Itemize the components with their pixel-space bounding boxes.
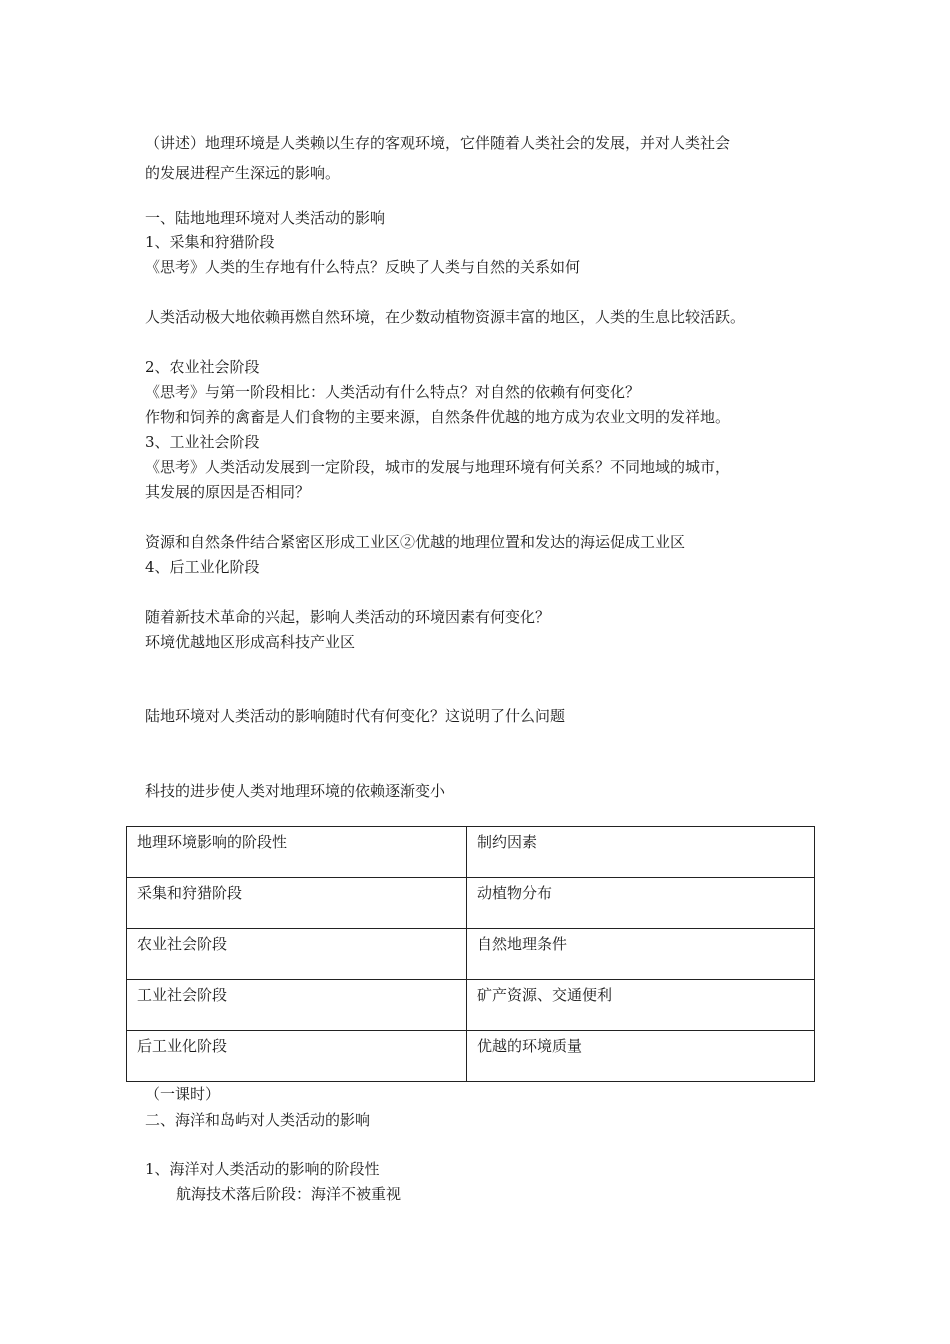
stage3-question-line1: 《思考》人类活动发展到一定阶段，城市的发展与地理环境有何关系？不同地域的城市， xyxy=(145,458,731,476)
section2-sub1-title: 1、海洋对人类活动的影响的阶段性 xyxy=(145,1160,380,1178)
table-cell-stage: 后工业化阶段 xyxy=(127,1031,467,1082)
stage4-question: 随着新技术革命的兴起，影响人类活动的环境因素有何变化？ xyxy=(145,608,551,626)
table-cell-stage: 采集和狩猎阶段 xyxy=(127,878,467,929)
section1-title: 一、陆地地理环境对人类活动的影响 xyxy=(145,209,386,227)
stage1-answer: 人类活动极大地依赖再燃自然环境，在少数动植物资源丰富的地区，人类的生息比较活跃。 xyxy=(145,308,746,326)
intro-line-2: 的发展进程产生深远的影响。 xyxy=(145,164,341,182)
intro-line-1: （讲述）地理环境是人类赖以生存的客观环境，它伴随着人类社会的发展，并对人类社会 xyxy=(145,134,731,152)
table-header-cell: 制约因素 xyxy=(467,827,815,878)
table-cell-factor: 自然地理条件 xyxy=(467,929,815,980)
table-row xyxy=(127,1031,815,1082)
section2-sub1-item1: 航海技术落后阶段：海洋不被重视 xyxy=(176,1185,402,1203)
table-row xyxy=(127,980,815,1031)
stage4-title: 4、后工业化阶段 xyxy=(145,558,260,576)
table-cell-factor: 动植物分布 xyxy=(467,878,815,929)
table-row xyxy=(127,929,815,980)
table-header-cell: 地理环境影响的阶段性 xyxy=(127,827,467,878)
intro-paragraph xyxy=(145,128,825,188)
stage1-title: 1、采集和狩猎阶段 xyxy=(145,233,275,251)
table-cell-stage: 农业社会阶段 xyxy=(127,929,467,980)
table-header-row xyxy=(127,827,815,878)
stage3-title: 3、工业社会阶段 xyxy=(145,433,260,451)
stage2-answer: 作物和饲养的禽畜是人们食物的主要来源，自然条件优越的地方成为农业文明的发祥地。 xyxy=(145,408,731,426)
summary-question: 陆地环境对人类活动的影响随时代有何变化？这说明了什么问题 xyxy=(145,707,566,725)
summary-answer: 科技的进步使人类对地理环境的依赖逐渐变小 xyxy=(145,782,446,800)
table-cell-factor: 矿产资源、交通便利 xyxy=(467,980,815,1031)
table-row xyxy=(127,878,815,929)
stage1-question: 《思考》人类的生存地有什么特点？反映了人类与自然的关系如何 xyxy=(145,258,581,276)
stage2-title: 2、农业社会阶段 xyxy=(145,358,260,376)
table-cell-stage: 工业社会阶段 xyxy=(127,980,467,1031)
stage4-answer: 环境优越地区形成高科技产业区 xyxy=(145,633,356,651)
period-note: （一课时） xyxy=(145,1085,221,1103)
section2-title: 二、海洋和岛屿对人类活动的影响 xyxy=(145,1111,371,1129)
stage2-question: 《思考》与第一阶段相比：人类活动有什么特点？对自然的依赖有何变化？ xyxy=(145,383,641,401)
stage3-answer: 资源和自然条件结合紧密区形成工业区②优越的地理位置和发达的海运促成工业区 xyxy=(145,533,686,551)
table-cell-factor: 优越的环境质量 xyxy=(467,1031,815,1082)
stage-factor-table xyxy=(126,826,815,1082)
stage3-question-line2: 其发展的原因是否相同？ xyxy=(145,483,311,501)
